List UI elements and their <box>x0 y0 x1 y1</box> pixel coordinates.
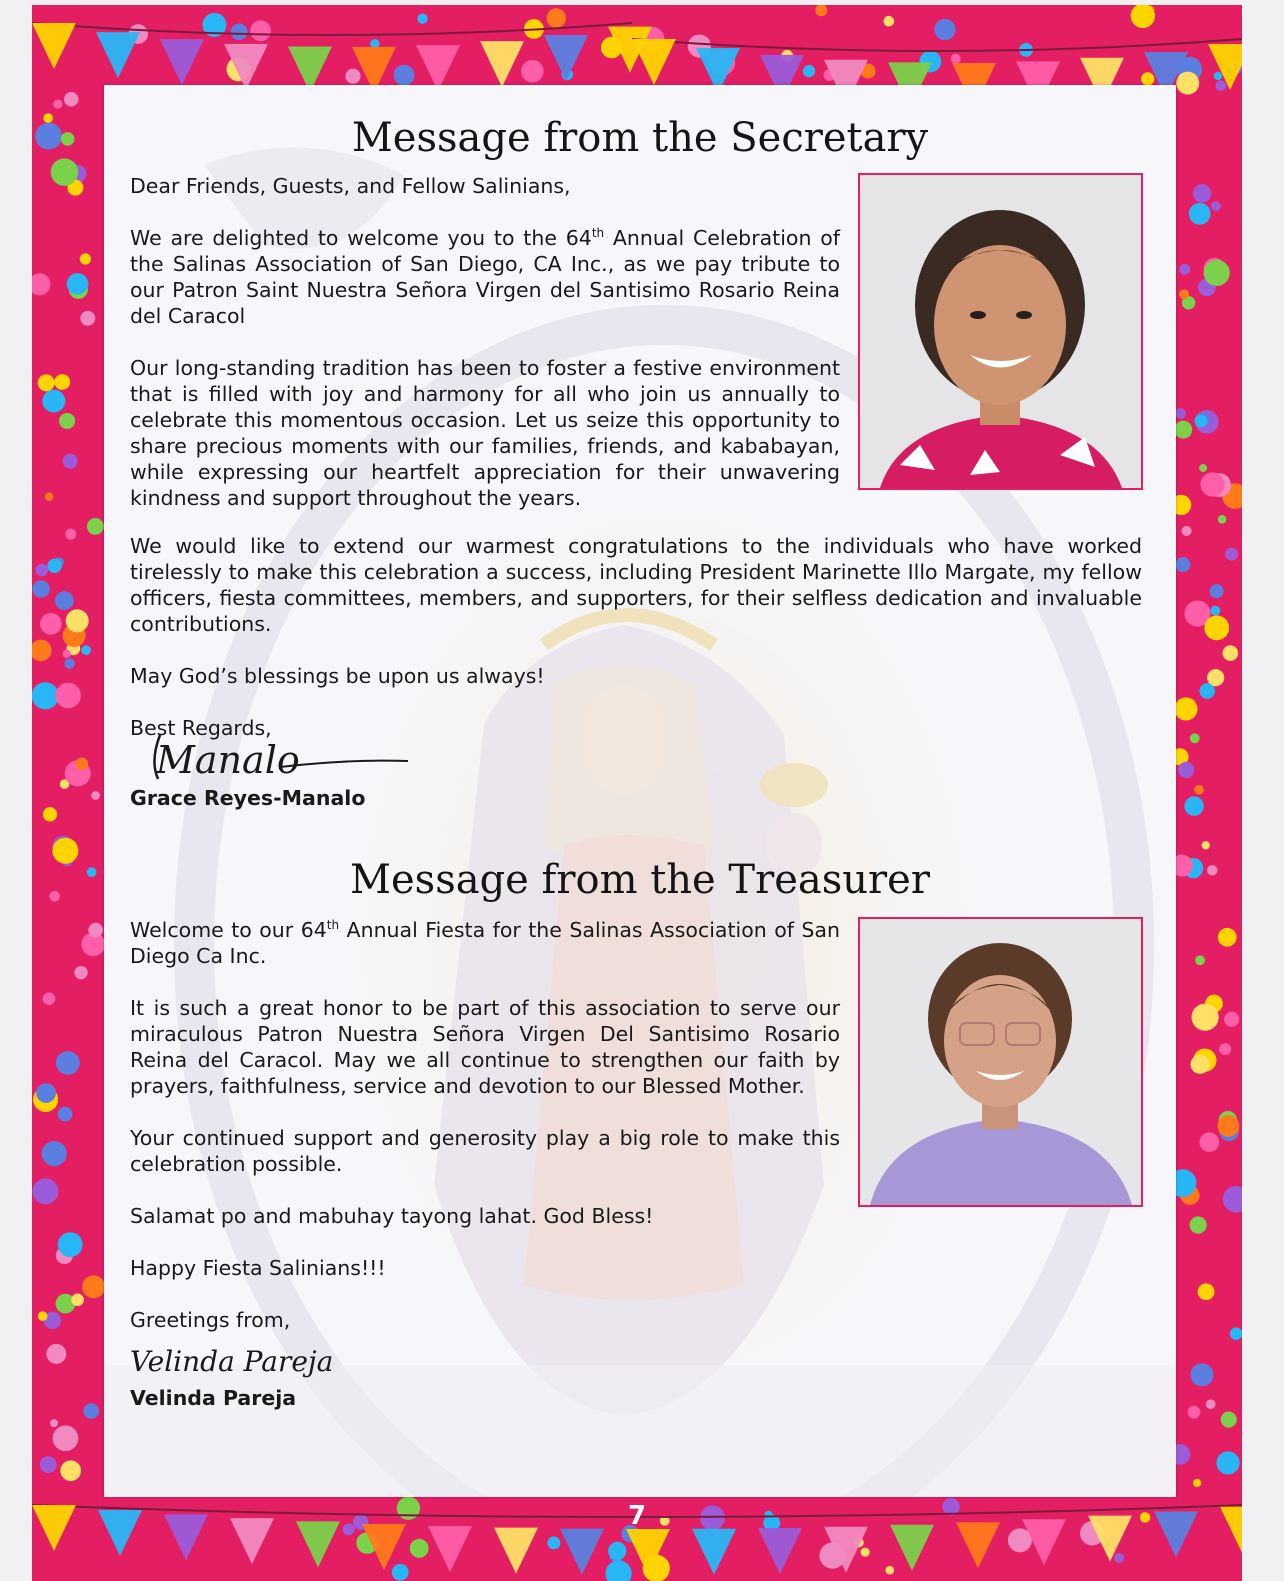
confetti-dot <box>50 1419 58 1427</box>
confetti-dot <box>83 1403 99 1419</box>
confetti-dot <box>54 374 70 390</box>
confetti-dot <box>58 1232 83 1257</box>
confetti-dot <box>36 1083 56 1103</box>
confetti-dot <box>61 132 75 146</box>
page-number: 7 <box>627 1501 647 1531</box>
confetti-dot <box>803 65 815 77</box>
page <box>32 5 1242 1581</box>
confetti-dot <box>32 273 51 295</box>
confetti-dot <box>1184 796 1203 815</box>
confetti-dot <box>36 564 49 577</box>
confetti-dot <box>1174 421 1192 439</box>
confetti-dot <box>45 492 54 501</box>
confetti-dot <box>63 650 71 658</box>
treasurer-signature-script <box>126 1337 426 1387</box>
bunting-flag <box>480 41 524 87</box>
confetti-dot <box>1193 1479 1201 1487</box>
treasurer-portrait <box>860 919 1141 1205</box>
treasurer-paragraph-1: Welcome to our 64th Annual Fiesta for the Salinas Association of San Diego Ca Inc. <box>130 918 840 968</box>
confetti-dot <box>43 807 57 821</box>
confetti-dot <box>345 69 360 84</box>
confetti-dot <box>1222 645 1238 661</box>
secretary-closing: Best Regards, <box>130 716 272 740</box>
confetti-dot <box>883 16 894 27</box>
confetti-dot <box>71 1294 84 1307</box>
confetti-dot <box>1179 289 1189 299</box>
treasurer-paragraph-5: Happy Fiesta Salinians!!! <box>130 1256 386 1280</box>
confetti-dot <box>58 1107 73 1122</box>
confetti-dot <box>43 113 53 123</box>
confetti-dot <box>1200 472 1224 496</box>
confetti-dot <box>1194 785 1204 795</box>
confetti-dot <box>87 867 97 877</box>
confetti-dot <box>82 1275 105 1298</box>
confetti-dot <box>1179 264 1190 275</box>
confetti-dot <box>80 253 91 264</box>
confetti-dot <box>1176 408 1186 418</box>
confetti-dot <box>66 609 89 632</box>
confetti-dot <box>1174 697 1197 720</box>
secretary-paragraph-1: We are delighted to welcome you to the 64th Annual Celebration of the Salinas Association of San Diego, CA Inc., as we pay tribute to our Patron Saint Nuestra Señora Virgen del Santisimo Rosario Reina del Caracol <box>130 226 840 328</box>
secretary-signature <box>130 738 1142 785</box>
confetti-dot <box>74 966 87 979</box>
confetti-dot <box>1194 414 1207 427</box>
confetti-dot <box>88 923 103 938</box>
confetti-dot <box>547 1536 560 1549</box>
confetti-dot <box>861 1548 870 1557</box>
confetti-dot <box>1199 683 1215 699</box>
secretary-message-top <box>130 173 840 537</box>
confetti-dot <box>1225 548 1238 561</box>
treasurer-signature <box>130 1333 840 1385</box>
bunting-flag <box>632 39 676 85</box>
confetti-dot <box>1218 515 1227 524</box>
confetti-dot <box>1218 1115 1240 1137</box>
confetti-dot <box>1190 1216 1207 1233</box>
confetti-dot <box>33 1178 59 1204</box>
confetti-dot <box>49 891 60 902</box>
confetti-dot <box>1221 1411 1237 1427</box>
confetti-dot <box>59 413 75 429</box>
secretary-salutation: Dear Friends, Guests, and Fellow Salinians, <box>130 174 571 198</box>
confetti-dot <box>42 1141 67 1166</box>
confetti-dot <box>1216 1451 1239 1474</box>
confetti-dot <box>934 19 955 40</box>
bunting-flag <box>494 1528 538 1574</box>
confetti-dot <box>1189 203 1211 225</box>
confetti-dot <box>1204 260 1230 286</box>
bunting-flag <box>890 1525 934 1571</box>
confetti-dot <box>1223 1186 1242 1213</box>
confetti-dot <box>64 92 78 106</box>
confetti-dot <box>40 613 62 635</box>
confetti-dot <box>1218 928 1237 947</box>
confetti-dot <box>1195 955 1205 965</box>
confetti-dot <box>1216 80 1227 91</box>
confetti-dot <box>1202 841 1210 849</box>
confetti-dot <box>43 992 56 1005</box>
confetti-dot <box>1114 1553 1124 1563</box>
confetti-dot <box>1199 1132 1219 1152</box>
confetti-dot <box>65 529 76 540</box>
confetti-dot <box>1175 557 1190 572</box>
confetti-dot <box>1204 615 1229 640</box>
secretary-paragraph-4: May God’s blessings be upon us always! <box>130 664 545 688</box>
confetti-dot <box>1210 584 1224 598</box>
confetti-dot <box>546 8 566 28</box>
confetti-dot <box>87 518 104 535</box>
svg-text:Manalo: Manalo <box>156 738 300 782</box>
bunting-flag <box>560 1529 604 1575</box>
secretary-paragraph-2: Our long-standing tradition has been to foster a festive environment that is filled with joy and harmony for all who join us annually to celebrate this momentous occasion. Let us seize this opportunity to share precious moments with our families, friends, and kababayan, while expressing our heartfelt appreciation for their unwavering kindness and support throughout the years. <box>130 356 840 510</box>
confetti-dot <box>1141 72 1154 85</box>
bunting-flag <box>32 23 76 69</box>
confetti-dot <box>1219 1043 1231 1055</box>
confetti-dot <box>1193 184 1211 202</box>
confetti-dot <box>42 390 65 413</box>
confetti-dot <box>32 640 52 662</box>
confetti-dot <box>1230 1327 1242 1340</box>
confetti-dot <box>1190 1363 1213 1386</box>
confetti-dot <box>1198 1283 1215 1300</box>
treasurer-closing: Greetings from, <box>130 1308 291 1332</box>
content-panel <box>104 85 1176 1497</box>
confetti-dot <box>40 1456 57 1473</box>
confetti-dot <box>392 1564 409 1581</box>
treasurer-name: Velinda Pareja <box>130 1386 297 1410</box>
confetti-dot <box>64 658 74 668</box>
bunting-flag <box>160 39 204 85</box>
confetti-dot <box>53 1425 79 1451</box>
confetti-dot <box>1207 865 1217 875</box>
confetti-dot <box>394 65 415 86</box>
confetti-dot <box>1188 1406 1201 1419</box>
secretary-message-bottom <box>130 533 1142 811</box>
treasurer-paragraph-2: It is such a great honor to be part of this association to serve our miraculous Patron Nuestra Señora Virgen Del Santisimo Rosario Reina del Caracol. May we all continue to strengthen our faith by prayers, faithfulness, service and devotion to our Blessed Mother. <box>130 996 840 1098</box>
confetti-dot <box>81 645 91 655</box>
confetti-dot <box>56 1051 80 1075</box>
confetti-dot <box>47 559 61 573</box>
confetti-dot <box>38 1311 48 1321</box>
confetti-dot <box>55 591 74 610</box>
bunting-flag <box>758 1528 802 1574</box>
confetti-dot <box>1131 5 1156 28</box>
confetti-dot <box>32 580 49 597</box>
confetti-dot <box>53 99 62 108</box>
treasurer-paragraph-4: Salamat po and mabuhay tayong lahat. God Bless! <box>130 1204 654 1228</box>
confetti-dot <box>76 757 89 770</box>
confetti-dot <box>885 1566 894 1575</box>
confetti-dot <box>35 123 62 150</box>
confetti-dot <box>1199 464 1207 472</box>
confetti-dot <box>91 791 100 800</box>
secretary-signature-script <box>130 731 430 787</box>
confetti-dot <box>80 311 95 326</box>
confetti-dot <box>55 683 81 709</box>
confetti-dot <box>67 273 89 295</box>
treasurer-message <box>130 917 840 1411</box>
confetti-dot <box>46 1344 66 1364</box>
confetti-dot <box>32 682 59 709</box>
confetti-dot <box>605 1560 631 1581</box>
confetti-dot <box>815 5 827 16</box>
bunting-flag <box>428 1526 472 1572</box>
confetti-dot <box>1190 733 1200 743</box>
confetti-dot <box>63 454 78 469</box>
confetti-dot <box>1224 1012 1239 1027</box>
confetti-dot <box>231 23 248 40</box>
confetti-dot <box>1206 1399 1216 1409</box>
secretary-name: Grace Reyes-Manalo <box>130 786 366 810</box>
confetti-dot <box>521 60 544 83</box>
confetti-dot <box>1178 762 1194 778</box>
confetti-dot <box>1176 72 1199 95</box>
confetti-dot <box>1211 201 1221 211</box>
confetti-dot <box>1214 72 1222 80</box>
bunting-flag <box>692 1529 736 1575</box>
confetti-dot <box>1191 1004 1218 1031</box>
bunting-flag <box>544 35 588 81</box>
confetti-dot <box>951 53 961 63</box>
confetti-dot <box>410 1539 429 1558</box>
secretary-paragraph-3: We would like to extend our warmest congratulations to the individuals who have worked tirelessly to make this celebration a success, including President Marinette Illo Margate, my fellow officers, fiesta committees, members, and supporters, for their selfless dedication and invaluable contributions. <box>130 534 1142 636</box>
confetti-dot <box>417 13 427 23</box>
treasurer-paragraph-3: Your continued support and generosity play a big role to make this celebration possible. <box>130 1126 840 1176</box>
confetti-dot <box>1211 606 1221 616</box>
confetti-dot <box>38 374 55 391</box>
confetti-dot <box>250 20 271 41</box>
treasurer-heading: Message from the Treasurer <box>350 857 930 903</box>
treasurer-photo <box>858 917 1143 1207</box>
confetti-dot <box>1182 526 1192 536</box>
bunting-flag <box>96 32 140 78</box>
confetti-dot <box>1190 1055 1209 1074</box>
confetti-dot <box>60 1460 81 1481</box>
confetti-dot <box>52 838 78 864</box>
confetti-dot <box>51 158 78 185</box>
secretary-photo <box>858 173 1143 490</box>
secretary-heading: Message from the Secretary <box>351 115 929 161</box>
svg-text:Velinda Pareja: Velinda Pareja <box>130 1345 334 1378</box>
confetti-dot <box>608 1542 626 1560</box>
secretary-portrait <box>860 175 1141 488</box>
